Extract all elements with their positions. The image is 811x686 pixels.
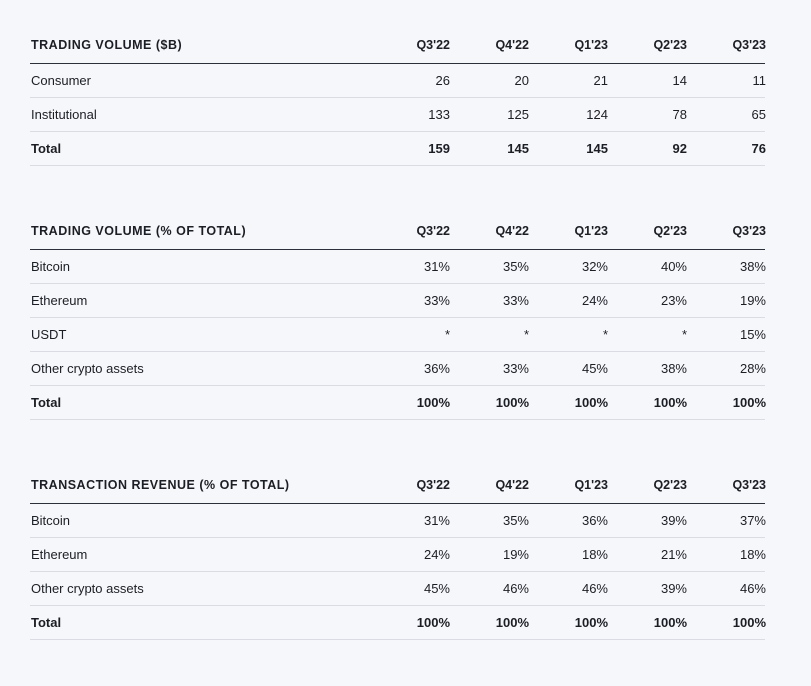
data-table-trading-volume-of-total bbox=[30, 212, 765, 420]
row-label: USDT bbox=[31, 327, 67, 342]
table-cell: 145 bbox=[507, 141, 529, 156]
table-cell: 100% bbox=[416, 395, 450, 410]
table-cell: 46% bbox=[739, 581, 766, 596]
row-label: Ethereum bbox=[31, 547, 88, 562]
table-cell: 65 bbox=[751, 107, 766, 122]
row-label: Bitcoin bbox=[31, 259, 71, 274]
table-cell: 45% bbox=[423, 581, 450, 596]
table-title: TRADING VOLUME ($B) bbox=[31, 37, 183, 52]
column-header: Q3'22 bbox=[416, 37, 450, 52]
column-header: Q3'22 bbox=[416, 223, 450, 238]
column-header: Q2'23 bbox=[653, 223, 687, 238]
row-label: Bitcoin bbox=[31, 513, 71, 528]
table-row bbox=[30, 504, 765, 538]
table-cell: 36% bbox=[581, 513, 608, 528]
report-page bbox=[30, 26, 765, 686]
table-row bbox=[30, 538, 765, 572]
column-header: Q3'23 bbox=[732, 477, 766, 492]
table-cell: 100% bbox=[653, 395, 687, 410]
table-row bbox=[30, 64, 765, 98]
table-cell: 38% bbox=[739, 259, 766, 274]
column-header: Q1'23 bbox=[574, 223, 608, 238]
row-label: Institutional bbox=[31, 107, 97, 122]
table-cell: 45% bbox=[581, 361, 608, 376]
row-label: Ethereum bbox=[31, 293, 88, 308]
table-cell: 23% bbox=[660, 293, 687, 308]
table-cell: 20 bbox=[514, 73, 529, 88]
table-row bbox=[30, 98, 765, 132]
table-cell: 24% bbox=[423, 547, 450, 562]
row-label: Total bbox=[31, 141, 62, 156]
table-cell: 46% bbox=[502, 581, 529, 596]
total-row bbox=[30, 606, 765, 640]
table-cell: 24% bbox=[581, 293, 608, 308]
table-cell: 18% bbox=[739, 547, 766, 562]
column-header: Q4'22 bbox=[495, 223, 529, 238]
table-cell: 40% bbox=[660, 259, 687, 274]
table-cell: 37% bbox=[739, 513, 766, 528]
total-row bbox=[30, 386, 765, 420]
table-row bbox=[30, 572, 765, 606]
table-cell: 31% bbox=[423, 259, 450, 274]
table-cell: 14 bbox=[672, 73, 687, 88]
table-cell: 92 bbox=[672, 141, 687, 156]
table-cell: 145 bbox=[586, 141, 608, 156]
column-header: Q1'23 bbox=[574, 37, 608, 52]
total-row bbox=[30, 132, 765, 166]
table-cell: 33% bbox=[502, 293, 529, 308]
table-cell: 159 bbox=[428, 141, 450, 156]
data-table-trading-volume-b bbox=[30, 26, 765, 166]
column-header: Q1'23 bbox=[574, 477, 608, 492]
table-cell: 78 bbox=[672, 107, 687, 122]
table-cell: 100% bbox=[495, 615, 529, 630]
table-cell: 32% bbox=[581, 259, 608, 274]
table-cell: 125 bbox=[507, 107, 529, 122]
table-cell: * bbox=[444, 327, 450, 342]
column-header: Q4'22 bbox=[495, 477, 529, 492]
table-cell: 18% bbox=[581, 547, 608, 562]
table-cell: * bbox=[523, 327, 529, 342]
column-header: Q4'22 bbox=[495, 37, 529, 52]
table-title: TRANSACTION REVENUE (% OF TOTAL) bbox=[31, 477, 290, 492]
column-header: Q3'23 bbox=[732, 223, 766, 238]
table-title: TRADING VOLUME (% OF TOTAL) bbox=[31, 223, 247, 238]
table-cell: 38% bbox=[660, 361, 687, 376]
table-cell: 33% bbox=[423, 293, 450, 308]
table-cell: 31% bbox=[423, 513, 450, 528]
table-row bbox=[30, 318, 765, 352]
table-cell: 35% bbox=[502, 259, 529, 274]
table-cell: 21 bbox=[593, 73, 608, 88]
column-header: Q3'23 bbox=[732, 37, 766, 52]
table-header-row bbox=[30, 466, 765, 504]
table-cell: 46% bbox=[581, 581, 608, 596]
table-cell: 33% bbox=[502, 361, 529, 376]
table-cell: 100% bbox=[732, 615, 766, 630]
table-cell: 100% bbox=[653, 615, 687, 630]
table-cell: 36% bbox=[423, 361, 450, 376]
table-cell: 21% bbox=[660, 547, 687, 562]
table-cell: * bbox=[602, 327, 608, 342]
table-cell: 39% bbox=[660, 513, 687, 528]
data-table-transaction-revenue-of-total bbox=[30, 466, 765, 640]
table-cell: 100% bbox=[416, 615, 450, 630]
table-cell: 11 bbox=[752, 73, 766, 88]
row-label: Total bbox=[31, 395, 62, 410]
table-cell: 39% bbox=[660, 581, 687, 596]
row-label: Other crypto assets bbox=[31, 581, 144, 596]
table-cell: 124 bbox=[586, 107, 608, 122]
row-label: Consumer bbox=[31, 73, 91, 88]
table-cell: 19% bbox=[502, 547, 529, 562]
table-row bbox=[30, 250, 765, 284]
table-cell: 26 bbox=[435, 73, 450, 88]
table-cell: 19% bbox=[739, 293, 766, 308]
column-header: Q2'23 bbox=[653, 477, 687, 492]
table-cell: 100% bbox=[574, 395, 608, 410]
row-label: Other crypto assets bbox=[31, 361, 144, 376]
table-cell: 76 bbox=[751, 141, 766, 156]
table-row bbox=[30, 352, 765, 386]
table-cell: 15% bbox=[739, 327, 766, 342]
table-cell: 133 bbox=[428, 107, 450, 122]
table-row bbox=[30, 284, 765, 318]
column-header: Q2'23 bbox=[653, 37, 687, 52]
table-cell: 100% bbox=[495, 395, 529, 410]
table-header-row bbox=[30, 212, 765, 250]
column-header: Q3'22 bbox=[416, 477, 450, 492]
table-cell: 28% bbox=[739, 361, 766, 376]
table-cell: 100% bbox=[732, 395, 766, 410]
table-cell: 100% bbox=[574, 615, 608, 630]
table-header-row bbox=[30, 26, 765, 64]
table-cell: * bbox=[681, 327, 687, 342]
row-label: Total bbox=[31, 615, 62, 630]
table-cell: 35% bbox=[502, 513, 529, 528]
